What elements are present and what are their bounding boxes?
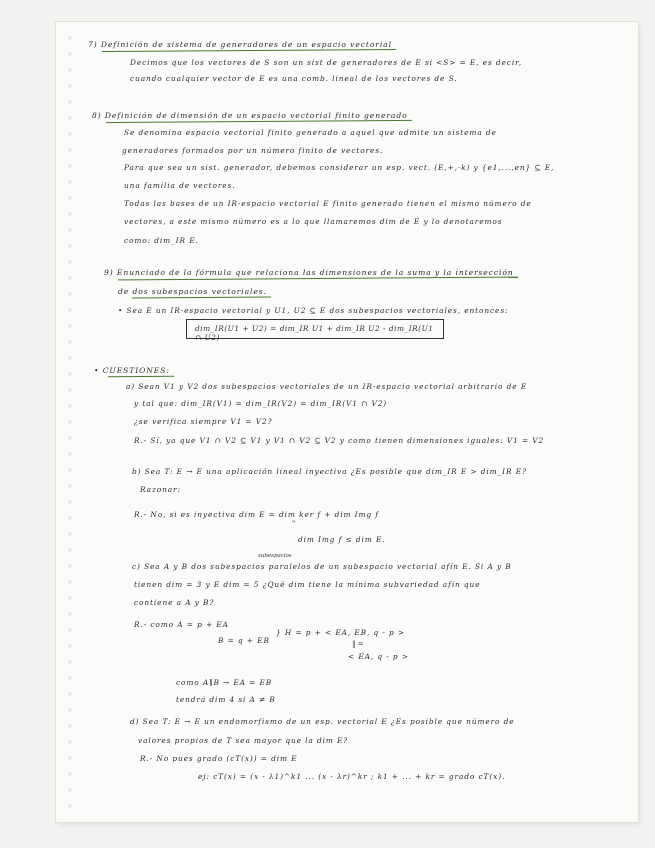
note-line-qb1: b) Sea T: E → E una aplicación lineal inyectiva ¿Es posible que dim_IR E > dim_IR E? (132, 467, 527, 476)
note-line-qa2: y tal que: dim_IR(V1) = dim_IR(V2) = dim_IR(V1 ∩ V2) (134, 399, 388, 408)
note-line-qc5: B = q + EB (218, 636, 270, 645)
ditto-mark: " (292, 520, 296, 528)
note-line-qc3: contiene a A y B? (134, 598, 215, 607)
note-line-qb2: Razonar: (140, 485, 181, 494)
note-line-qa3: ¿se verifica siempre V1 = V2? (134, 417, 273, 426)
note-line-l8g: como: dim_IR E. (124, 236, 199, 245)
note-line-qc6: } H = p + < EA, EB, q - p > (276, 628, 406, 637)
note-line-qd1: d) Sea T: E → E un endomorfismo de un esp. vectorial E ¿Es posible que número de (130, 717, 515, 726)
note-line-h8: 8) Definición de dimensión de un espacio vectorial finito generado (92, 111, 408, 120)
note-line-l9a: • Sea E un IR-espacio vectorial y U1, U2 ⊆ E dos subespacios vectoriales, entonces: (118, 306, 509, 315)
note-line-qd2: valores propios de T sea mayor que la dim E? (138, 736, 349, 745)
note-line-qd4: ej: cT(x) = (x - λ1)^k1 ... (x - λr)^kr ; k1 + ... + kr = grado cT(x). (198, 772, 506, 781)
note-line-qb4: dim Img f ≤ dim E. (298, 535, 386, 544)
note-line-qa4: R.- Sí, ya que V1 ∩ V2 ⊆ V1 y V1 ∩ V2 ⊆ V2 y como tienen dimensiones iguales: V1 = V2 (134, 436, 545, 445)
note-line-h9a: 9) Enunciado de la fórmula que relaciona las dimensiones de la suma y la intersección (104, 268, 514, 277)
paper-perforation (66, 30, 74, 810)
note-line-qa1: a) Sean V1 y V2 dos subespacios vectoriales de un IR-espacio vectorial arbitrario de E (126, 382, 528, 391)
formula-box (186, 319, 444, 342)
note-line-h9b: de dos subespacios vectoriales. (118, 287, 267, 296)
brace-equals: ‖ = (352, 640, 364, 648)
note-line-h7: 7) Definición de sistema de generadores de un espacio vectorial (88, 40, 392, 49)
note-line-cq: • CUESTIONES: (94, 366, 170, 375)
note-line-l8c: Para que sea un sist. generador, debemos considerar un esp. vect. (E,+,·k) y {e1,...,en} ⊆ E, (124, 163, 555, 172)
note-line-qc2: tienen dim = 3 y E dim = 5 ¿Qué dim tiene la mínima subvariedad afín que (134, 580, 481, 589)
note-line-qc4: R.- como A = p + EA (134, 620, 229, 629)
note-line-qc7: < EA, q - p > (348, 652, 409, 661)
formula-text: dim_IR(U1 + U2) = dim_IR U1 + dim_IR U2 - dim_IR(U1 ∩ U2) (195, 324, 434, 342)
note-line-qc8: como A∥B → EA = EB (176, 678, 273, 687)
note-line-qc9: tendrá dim 4 si A ≠ B (176, 695, 276, 704)
note-line-qb3: R.- No, si es inyectiva dim E = dim ker f + dim Img f (134, 510, 379, 519)
note-line-l8d: una familia de vectores. (124, 181, 236, 190)
subspace-note: subespacios (258, 553, 292, 559)
note-line-l8f: vectores, a este mismo número es a lo que llamaremos dim de E y lo denotaremos (124, 217, 503, 226)
note-line-l8e: Todas las bases de un IR-espacio vectorial E finito generado tienen el mismo número de (124, 199, 532, 208)
note-line-l8b: generadores formados por un número finito de vectores. (122, 146, 384, 155)
note-line-qc1: c) Sea A y B dos subespacios paralelos de un subespacio vectorial afín E. Si A y B (132, 562, 512, 571)
note-line-l8a: Se denomina espacio vectorial finito generado a aquel que admite un sistema de (124, 128, 497, 137)
note-line-qd3: R.- No pues grado (cT(x)) = dim E (140, 754, 298, 763)
note-line-l7b: cuando cualquier vector de E es una comb. lineal de los vectores de S. (130, 74, 458, 83)
note-line-l7a: Decimos que los vectores de S son un sist de generadores de E si <S> = E, es decir, (130, 58, 522, 67)
